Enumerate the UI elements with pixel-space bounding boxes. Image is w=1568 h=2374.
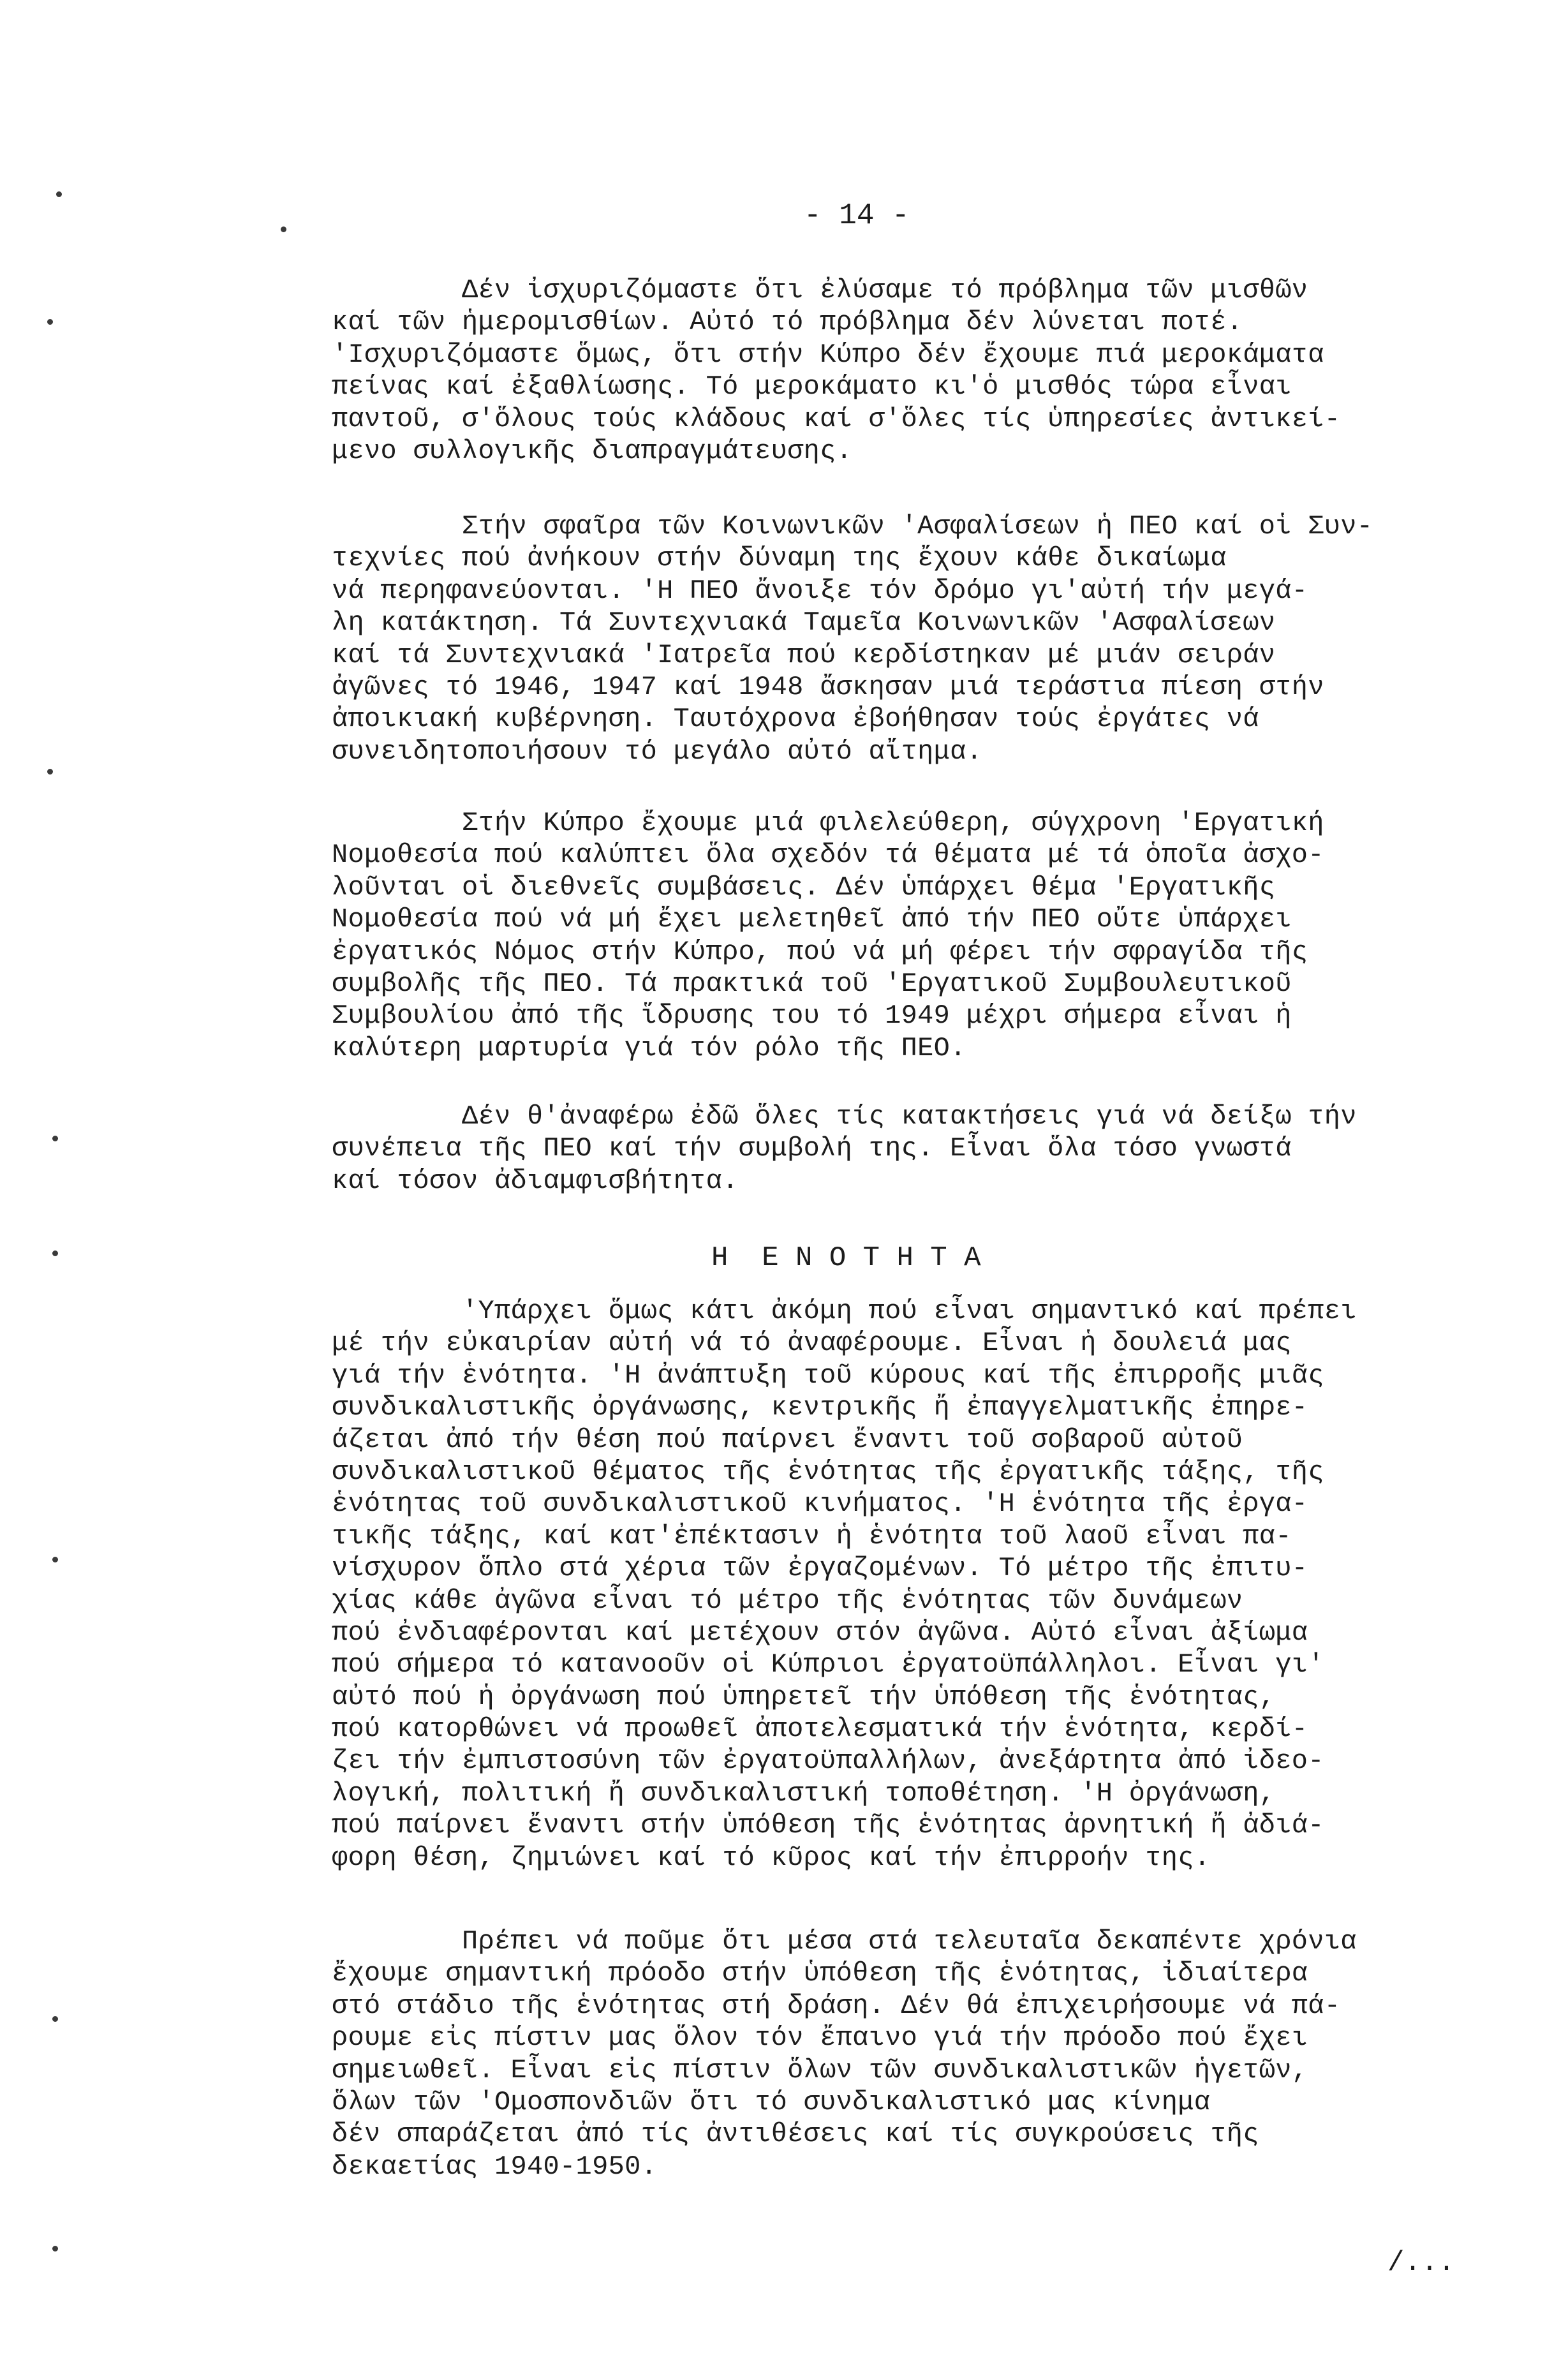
text-line: παντοῦ, σ'ὅλους τούς κλάδους καί σ'ὅλες τίς ὑπηρεσίες ἀντικεί- <box>332 403 1341 434</box>
text-line: συνδικαλιστικῆς ὀργάνωσης, κεντρικῆς ἤ ἐπαγγελματικῆς ἐπηρε- <box>332 1392 1308 1423</box>
page-number: - 14 - <box>804 199 910 232</box>
text-line: άζεται ἀπό τήν θέση πού παίρνει ἔναντι τοῦ σοβαροῦ αὐτοῦ <box>332 1424 1243 1455</box>
paragraph-5 <box>332 1295 1544 1874</box>
text-line: ζει τήν ἐμπιστοσύνη τῶν ἐργατοϋπαλλήλων, ἀνεξάρτητα ἀπό ἰδεο- <box>332 1746 1324 1777</box>
scan-speck <box>47 769 53 775</box>
scan-speck <box>52 1557 58 1562</box>
text-line: συμβολῆς τῆς ΠΕΟ. Τά πρακτικά τοῦ 'Εργατικοῦ Συμβουλευτικοῦ <box>332 968 1292 999</box>
text-line: καί τόσον ἀδιαμφισβήτητα. <box>332 1165 739 1196</box>
text-line: ρουμε εἰς πίστιν μας ὅλον τόν ἔπαινο γιά τήν πρόοδο πού ἔχει <box>332 2022 1308 2054</box>
text-line: μενο συλλογικῆς διαπραγμάτευσης. <box>332 435 853 466</box>
text-line: καί τά Συντεχνιακά 'Ιατρεῖα πού κερδίστηκαν μέ μιάν σειράν <box>332 639 1276 671</box>
text-line: 'Ισχυριζόμαστε ὅμως, ὅτι στήν Κύπρο δέν ἔχουμε πιά μεροκάματα <box>332 339 1324 370</box>
text-line: φορη θέση, ζημιώνει καί τό κῦρος καί τήν ἐπιρροήν της. <box>332 1842 1211 1873</box>
text-line: δέν σπαράζεται ἀπό τίς ἀντιθέσεις καί τίς συγκρούσεις τῆς <box>332 2119 1259 2150</box>
text-line: τεχνίες πού ἀνήκουν στήν δύναμη της ἔχουν κάθε δικαίωμα <box>332 543 1227 574</box>
scan-speck <box>52 1250 58 1256</box>
text-line: ἀποικιακή κυβέρνηση. Ταυτόχρονα ἐβοήθησαν τούς ἐργάτες νά <box>332 704 1259 735</box>
section-heading: Η Ε Ν Ο Τ Η Τ Α <box>711 1242 981 1274</box>
paragraph-2 <box>332 510 1544 768</box>
text-line: 'Υπάρχει ὅμως κάτι ἀκόμη πού εἶναι σημαντικό καί πρέπει <box>332 1296 1357 1326</box>
text-line: Δέν θ'ἀναφέρω ἐδῶ ὅλες τίς κατακτήσεις γιά νά δείξω τήν <box>332 1101 1357 1132</box>
text-line: πού παίρνει ἔναντι στήν ὑπόθεση τῆς ἑνότητας ἀρνητική ἤ ἀδιά- <box>332 1810 1324 1841</box>
text-line: Στήν Κύπρο ἔχουμε μιά φιλελεύθερη, σύγχρονη 'Εργατική <box>332 808 1324 838</box>
scan-speck <box>281 226 286 232</box>
paragraph-1 <box>332 274 1544 467</box>
text-line: συνειδητοποιήσουν τό μεγάλο αὐτό αἴτημα. <box>332 736 983 767</box>
text-line: μέ τήν εὐκαιρίαν αὐτή νά τό ἀναφέρουμε. Εἶναι ἡ δουλειά μας <box>332 1328 1292 1359</box>
text-line: τικῆς τάξης, καί κατ'ἐπέκτασιν ἡ ἑνότητα τοῦ λαοῦ εἶναι πα- <box>332 1520 1292 1552</box>
text-line: συνέπεια τῆς ΠΕΟ καί τήν συμβολή της. Εἶναι ὅλα τόσο γνωστά <box>332 1133 1292 1164</box>
text-line: Στήν σφαῖρα τῶν Κοινωνικῶν 'Ασφαλίσεων ἡ ΠΕΟ καί οἱ Συν- <box>332 511 1373 542</box>
text-line: ἑνότητας τοῦ συνδικαλιστικοῦ κινήματος. 'Η ἑνότητα τῆς ἐργα- <box>332 1488 1308 1520</box>
text-line: γιά τήν ἑνότητα. 'Η ἀνάπτυξη τοῦ κύρους καί τῆς ἐπιρροῆς μιᾶς <box>332 1360 1324 1391</box>
text-line: δεκαετίας 1940-1950. <box>332 2151 658 2182</box>
text-line: νά περηφανεύονται. 'Η ΠΕΟ ἄνοιξε τόν δρόμο γι'αὐτή τήν μεγά- <box>332 575 1308 606</box>
scan-speck <box>52 2246 58 2252</box>
text-line: Νομοθεσία πού νά μή ἔχει μελετηθεῖ ἀπό τήν ΠΕΟ οὔτε ὑπάρχει <box>332 904 1292 935</box>
text-line: συνδικαλιστικοῦ θέματος τῆς ἑνότητας τῆς ἐργατικῆς τάξης, τῆς <box>332 1456 1324 1487</box>
text-line: Δέν ἰσχυριζόμαστε ὅτι ἐλύσαμε τό πρόβλημα τῶν μισθῶν <box>332 275 1308 306</box>
scan-speck <box>52 2016 58 2022</box>
text-line: πού ἐνδιαφέρονται καί μετέχουν στόν ἀγῶνα. Αὐτό εἶναι ἀξίωμα <box>332 1617 1308 1648</box>
text-line: αὐτό πού ἡ ὀργάνωση πού ὑπηρετεῖ τήν ὑπόθεση τῆς ἑνότητας, <box>332 1681 1276 1712</box>
text-line: ἐργατικός Νόμος στήν Κύπρο, πού νά μή φέρει τήν σφραγίδα τῆς <box>332 936 1308 967</box>
text-line: πού σήμερα τό κατανοοῦν οἱ Κύπριοι ἐργατοϋπάλληλοι. Εἶναι γι' <box>332 1649 1324 1680</box>
text-line: νίσχυρον ὅπλο στά χέρια τῶν ἐργαζομένων. Τό μέτρο τῆς ἐπιτυ- <box>332 1553 1308 1584</box>
paragraph-3 <box>332 807 1544 1064</box>
scan-speck <box>47 319 53 325</box>
text-line: πού κατορθώνει νά προωθεῖ ἀποτελεσματικά τήν ἑνότητα, κερδί- <box>332 1714 1308 1745</box>
paragraph-4 <box>332 1101 1544 1197</box>
scan-speck <box>52 1136 58 1141</box>
text-line: Πρέπει νά ποῦμε ὅτι μέσα στά τελευταῖα δεκαπέντε χρόνια <box>332 1926 1357 1957</box>
text-line: χίας κάθε ἀγῶνα εἶναι τό μέτρο τῆς ἑνότητας τῶν δυνάμεων <box>332 1585 1243 1616</box>
text-line: σημειωθεῖ. Εἶναι εἰς πίστιν ὅλων τῶν συνδικαλιστικῶν ἡγετῶν, <box>332 2054 1308 2086</box>
text-line: λη κατάκτηση. Τά Συντεχνιακά Ταμεῖα Κοινωνικῶν 'Ασφαλίσεων <box>332 607 1276 639</box>
scan-speck <box>56 191 62 197</box>
text-line: ἔχουμε σημαντική πρόοδο στήν ὑπόθεση τῆς ἑνότητας, ἰδιαίτερα <box>332 1958 1308 1989</box>
text-line: ὅλων τῶν 'Ομοσπονδιῶν ὅτι τό συνδικαλιστικό μας κίνημα <box>332 2086 1211 2118</box>
text-line: Συμβουλίου ἀπό τῆς ἵδρυσης του τό 1949 μέχρι σήμερα εἶναι ἡ <box>332 1000 1292 1032</box>
text-line: πείνας καί ἐξαθλίωσης. Τό μεροκάματο κι'ὁ μισθός τώρα εἶναι <box>332 371 1292 403</box>
paragraph-6 <box>332 1925 1544 2183</box>
text-line: καί τῶν ἡμερομισθίων. Αὐτό τό πρόβλημα δέν λύνεται ποτέ. <box>332 307 1243 338</box>
text-line: λογική, πολιτική ἤ συνδικαλιστική τοποθέτηση. 'Η ὀργάνωση, <box>332 1777 1276 1809</box>
text-line: λοῦνται οἱ διεθνεῖς συμβάσεις. Δέν ὑπάρχει θέμα 'Εργατικῆς <box>332 872 1276 903</box>
continuation-mark: /... <box>1387 2247 1455 2279</box>
text-line: στό στάδιο τῆς ἑνότητας στή δράση. Δέν θά ἐπιχειρήσουμε νά πά- <box>332 1990 1341 2021</box>
text-line: Νομοθεσία πού καλύπτει ὅλα σχεδόν τά θέματα μέ τά ὁποῖα ἀσχο- <box>332 840 1324 871</box>
text-line: ἀγῶνες τό 1946, 1947 καί 1948 ἄσκησαν μιά τεράστια πίεση στήν <box>332 671 1324 702</box>
text-line: καλύτερη μαρτυρία γιά τόν ρόλο τῆς ΠΕΟ. <box>332 1032 966 1064</box>
